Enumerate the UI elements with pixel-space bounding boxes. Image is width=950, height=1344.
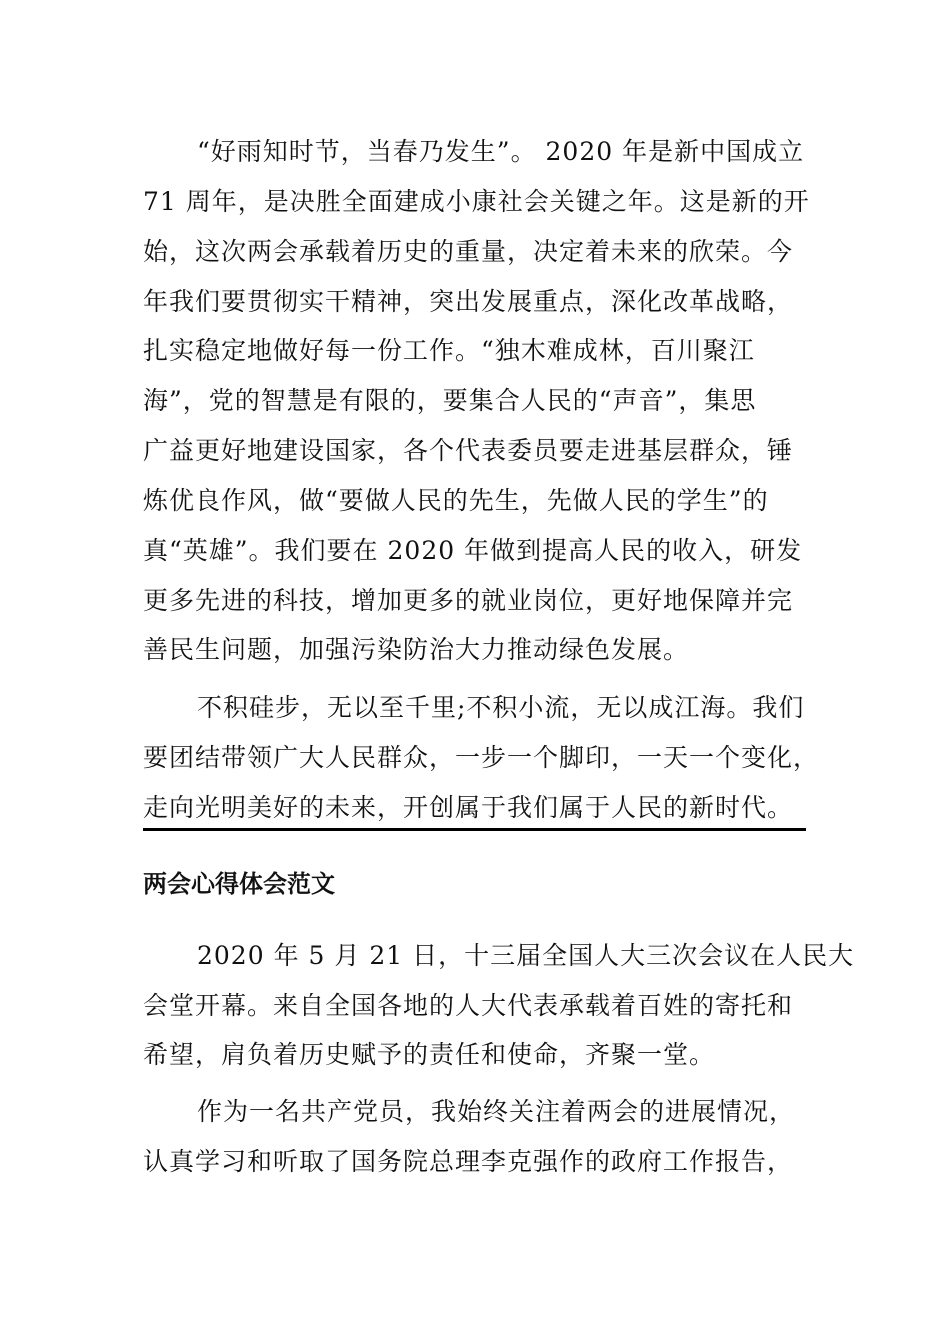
paragraph-line: “好雨知时节，当春乃发生”。 2020 年是新中国成立 <box>197 137 805 166</box>
paragraph-line: 会堂开幕。来自全国各地的人大代表承载着百姓的寄托和 <box>143 991 794 1020</box>
section-heading: 两会心得体会范文 <box>143 870 335 898</box>
paragraph-line: 炼优良作风，做“要做人民的先生，先做人民的学生”的 <box>143 486 769 515</box>
paragraph-line: 走向光明美好的未来，开创属于我们属于人民的新时代。 <box>143 793 794 822</box>
paragraph-line: 善民生问题，加强污染防治大力推动绿色发展。 <box>143 635 690 664</box>
paragraph-line: 真“英雄”。我们要在 2020 年做到提高人民的收入，研发 <box>143 536 803 565</box>
paragraph-line: 海”，党的智慧是有限的，要集合人民的“声音”，集思 <box>143 386 757 415</box>
paragraph-line: 扎实稳定地做好每一份工作。“独木难成林，百川聚江 <box>143 336 755 365</box>
paragraph-line: 认真学习和听取了国务院总理李克强作的政府工作报告， <box>143 1147 794 1176</box>
paragraph-line: 不积硅步，无以至千里;不积小流，无以成江海。我们 <box>197 693 805 722</box>
section-divider <box>143 828 806 831</box>
paragraph-line: 始，这次两会承载着历史的重量，决定着未来的欣荣。今 <box>143 237 794 266</box>
paragraph-line: 71 周年，是决胜全面建成小康社会关键之年。这是新的开 <box>143 187 810 216</box>
paragraph-line: 要团结带领广大人民群众，一步一个脚印，一天一个变化， <box>143 743 820 772</box>
paragraph-line: 年我们要贯彻实干精神，突出发展重点，深化改革战略， <box>143 287 794 316</box>
paragraph-line: 希望，肩负着历史赋予的责任和使命，齐聚一堂。 <box>143 1040 716 1069</box>
paragraph-line: 2020 年 5 月 21 日，十三届全国人大三次会议在人民大 <box>197 941 855 970</box>
paragraph-line: 广益更好地建设国家，各个代表委员要走进基层群众，锤 <box>143 436 794 465</box>
paragraph-line: 更多先进的科技，增加更多的就业岗位，更好地保障并完 <box>143 586 794 615</box>
paragraph-line: 作为一名共产党员，我始终关注着两会的进展情况， <box>197 1097 796 1126</box>
